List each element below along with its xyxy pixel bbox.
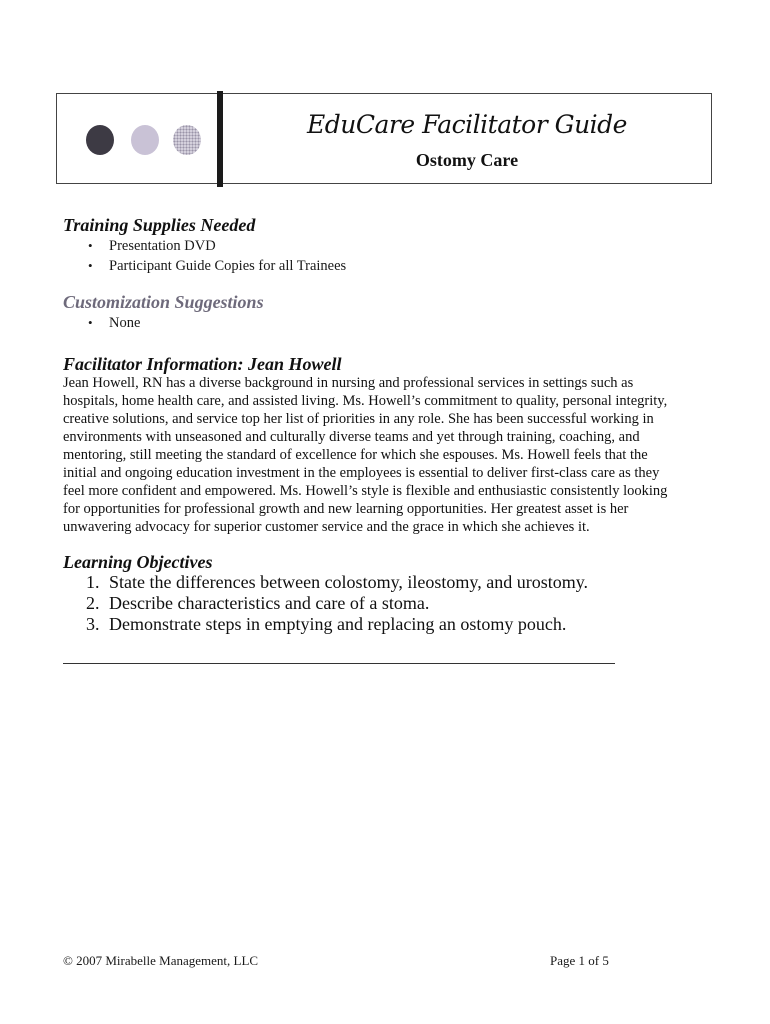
list-item (63, 256, 346, 276)
bio-line: unwavering advocacy for superior customer service and the grace in which she achieves it. (63, 519, 590, 535)
supplies-list (63, 236, 346, 276)
bio-line: hospitals, home health care, and assisted living. Ms. Howell’s commitment to quality, personal integrity, (63, 393, 668, 409)
header-box (56, 93, 712, 184)
objective-text: State the differences between colostomy, ileostomy, and urostomy. (109, 572, 589, 592)
light-circle-icon (131, 125, 159, 155)
objective-item (63, 572, 588, 593)
objective-number: 1. (86, 572, 100, 592)
footer-copyright: © 2007 Mirabelle Management, LLC (63, 953, 259, 968)
footer-page-number: Page 1 of 5 (550, 953, 609, 968)
facilitator-heading: Facilitator Information: Jean Howell (63, 354, 342, 374)
bullet-icon: • (88, 258, 93, 273)
bio-line: for opportunities for professional growth and new learning opportunities. Her greatest asset is her (63, 501, 629, 517)
list-item (63, 236, 346, 256)
facilitator-bio (63, 374, 703, 536)
bio-line: creative solutions, and service top her list of priorities in any role. She has been successful working in (63, 411, 654, 427)
objective-number: 3. (86, 614, 100, 634)
list-item (63, 313, 140, 333)
objective-number: 2. (86, 593, 100, 613)
bio-line: mentoring, still meeting the standard of excellence for which she espouses. Ms. Howell feels that the (63, 447, 648, 463)
customization-heading: Customization Suggestions (63, 292, 264, 312)
list-item-text: Participant Guide Copies for all Trainees (109, 258, 347, 274)
bio-line: feel more confident and empowered. Ms. Howell’s style is flexible and enthusiastic consistently looking (63, 483, 668, 499)
objectives-list (63, 572, 588, 635)
bio-line: initial and ongoing education investment in the employees is essential to deliver first-class care as they (63, 465, 660, 481)
bio-line: Jean Howell, RN has a diverse background in nursing and professional services in settings such as (63, 375, 634, 391)
objective-text: Describe characteristics and care of a stoma. (109, 593, 430, 613)
supplies-heading: Training Supplies Needed (63, 215, 256, 235)
document-subtitle: Ostomy Care (415, 150, 519, 170)
header-divider-bar (217, 91, 223, 187)
dark-circle-icon (86, 125, 114, 155)
bullet-icon: • (88, 315, 93, 330)
bullet-icon: • (88, 238, 93, 253)
list-item-text: Presentation DVD (109, 238, 216, 254)
horizontal-rule (63, 663, 615, 664)
list-item-text: None (109, 315, 141, 331)
objective-item (63, 614, 588, 635)
objective-text: Demonstrate steps in emptying and replacing an ostomy pouch. (109, 614, 567, 634)
objectives-heading: Learning Objectives (63, 552, 213, 572)
customization-list (63, 313, 140, 333)
objective-item (63, 593, 588, 614)
bio-line: environments with unseasoned and culturally diverse teams and yet through training, coaching, and (63, 429, 640, 445)
dotted-circle-icon (173, 125, 201, 155)
document-title: EduCare Facilitator Guide (307, 110, 627, 139)
